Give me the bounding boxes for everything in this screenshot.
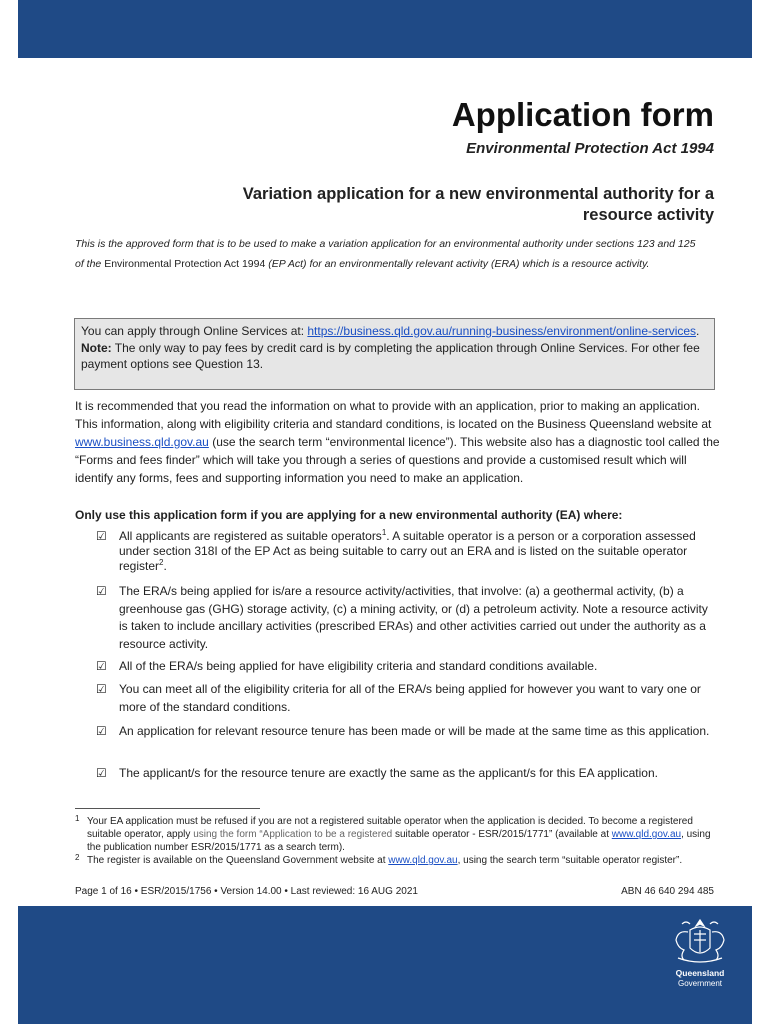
note-text: The only way to pay fees by credit card is by completing the application through Online Services. For other fee payment options see Question 13. <box>81 340 700 371</box>
act-name: Environmental Protection Act 1994 <box>466 140 714 157</box>
checkbox-checked-icon: ☑ <box>96 766 107 780</box>
subtitle-line-2: resource activity <box>582 206 714 224</box>
item1-text: All applicants are registered as suitable operators <box>119 529 382 543</box>
checklist-item <box>96 681 716 716</box>
checklist-item-text: You can meet all of the eligibility criteria for all of the ERA/s being applied for however you want to vary one or more of the standard conditions. <box>119 682 701 714</box>
checklist-item <box>96 723 716 741</box>
queensland-government-logo <box>668 914 732 990</box>
footnote-1 <box>75 815 715 854</box>
item1-rest: . A suitable operator is a person or a corporation assessed under section 318I of the EP Act as being suitable to carry out an ERA and is listed on the suitable operator register <box>119 529 696 573</box>
fn1-part-1: Your EA application must be refused if you are not a registered suitable operator when the application is decided. To become a registered suitable operator, apply <box>87 816 693 840</box>
footnote-number: 1 <box>75 814 80 823</box>
fn1-part-2: suitable operator - ESR/2015/1771” (available at <box>392 829 612 840</box>
para-part-1: It is recommended that you read the information on what to provide with an application, prior to making an application. This information, along with eligibility criteria and standard conditions, is located on the Business Queensland website at <box>75 399 712 431</box>
subtitle-line-1: Variation application for a new environmental authority for a <box>242 185 714 203</box>
fn1-part-3: , using the publication number ESR/2015/1771 as a search term). <box>87 829 711 853</box>
checklist-item-text: The applicant/s for the resource tenure are exactly the same as the applicant/s for this EA application. <box>119 766 658 780</box>
checklist-item <box>96 529 716 574</box>
checkbox-checked-icon: ☑ <box>96 659 107 673</box>
para-part-2: (use the search term “environmental licence”). This website also has a diagnostic tool called the “Forms and fees finder” which will take you through a series of questions and provide a customised result which will identify any forms, fees and supporting information you need to make an application. <box>75 435 720 485</box>
checklist-item-text: All of the ERA/s being applied for have eligibility criteria and standard conditions available. <box>119 659 598 673</box>
footer-banner <box>18 906 752 1024</box>
checkbox-checked-icon: ☑ <box>96 584 107 598</box>
checklist-item <box>96 658 716 676</box>
form-subtitle <box>114 184 714 226</box>
online-prefix: You can apply through Online Services at: <box>81 324 308 338</box>
fn2-part-2: , using the search term “suitable operator register”. <box>457 855 683 866</box>
abn-number: ABN 46 640 294 485 <box>621 886 714 897</box>
page-info: Page 1 of 16 • ESR/2015/1756 • Version 14.00 • Last reviewed: 16 AUG 2021 <box>75 886 418 897</box>
checkbox-checked-icon: ☑ <box>96 682 107 696</box>
qld-gov-link[interactable]: www.qld.gov.au <box>388 855 458 866</box>
intro-act-name: Environmental Protection Act 1994 <box>104 258 266 270</box>
footnotes <box>75 815 715 867</box>
checkbox-checked-icon: ☑ <box>96 724 107 738</box>
checklist-item-text: The ERA/s being applied for is/are a resource activity/activities, that involve: (a) a geothermal activity, (b) a greenhouse gas (GHG) storage activity, (c) a mining activity, or (d) a petroleum activity. Note a resource activity is taken to include ancillary activities (prescribed ERAs) and other activities carried out under the authority as a resource activity. <box>119 584 708 651</box>
intro-paragraph <box>75 397 720 487</box>
logo-text-line-1: Queensland <box>675 968 725 978</box>
intro-part-2: (EP Act) for an environmentally relevant activity (ERA) which is a resource activity. <box>265 258 650 270</box>
checklist-item-text <box>119 529 716 574</box>
business-qld-link[interactable]: www.business.qld.gov.au <box>75 435 209 449</box>
header-banner <box>18 0 752 58</box>
checklist-item <box>96 765 716 783</box>
intro-text <box>75 234 705 274</box>
logo-text-line-2: Government <box>677 979 723 988</box>
checklist-item <box>96 583 716 653</box>
checkbox-checked-icon: ☑ <box>96 529 107 543</box>
footnote-2 <box>75 854 715 867</box>
checklist-item-text: An application for relevant resource tenure has been made or will be made at the same time as this application. <box>119 724 710 738</box>
fn1-gray: using the form “Application to be a registered <box>193 829 393 840</box>
footnote-number: 2 <box>75 853 80 862</box>
qld-gov-link[interactable]: www.qld.gov.au <box>611 829 682 840</box>
online-services-notice <box>74 318 715 390</box>
footnote-ref: 1 <box>381 528 387 537</box>
intro-part-1: This is the approved form that is to be used to make a variation application for an environmental authority under sections 123 and 125 of the <box>75 238 696 270</box>
footnote-ref: 2 <box>159 558 164 567</box>
page-title: Application form <box>451 96 714 133</box>
online-suffix: . <box>696 324 700 338</box>
note-label: Note: <box>81 340 112 355</box>
online-services-link[interactable]: https://business.qld.gov.au/running-business/environment/online-services <box>307 324 697 338</box>
only-use-heading: Only use this application form if you are applying for a new environmental authority (EA) where: <box>75 508 623 522</box>
item1-end: . <box>163 559 167 573</box>
footnote-divider <box>75 808 260 809</box>
fn2-part-1: The register is available on the Queensland Government website at <box>87 855 389 866</box>
